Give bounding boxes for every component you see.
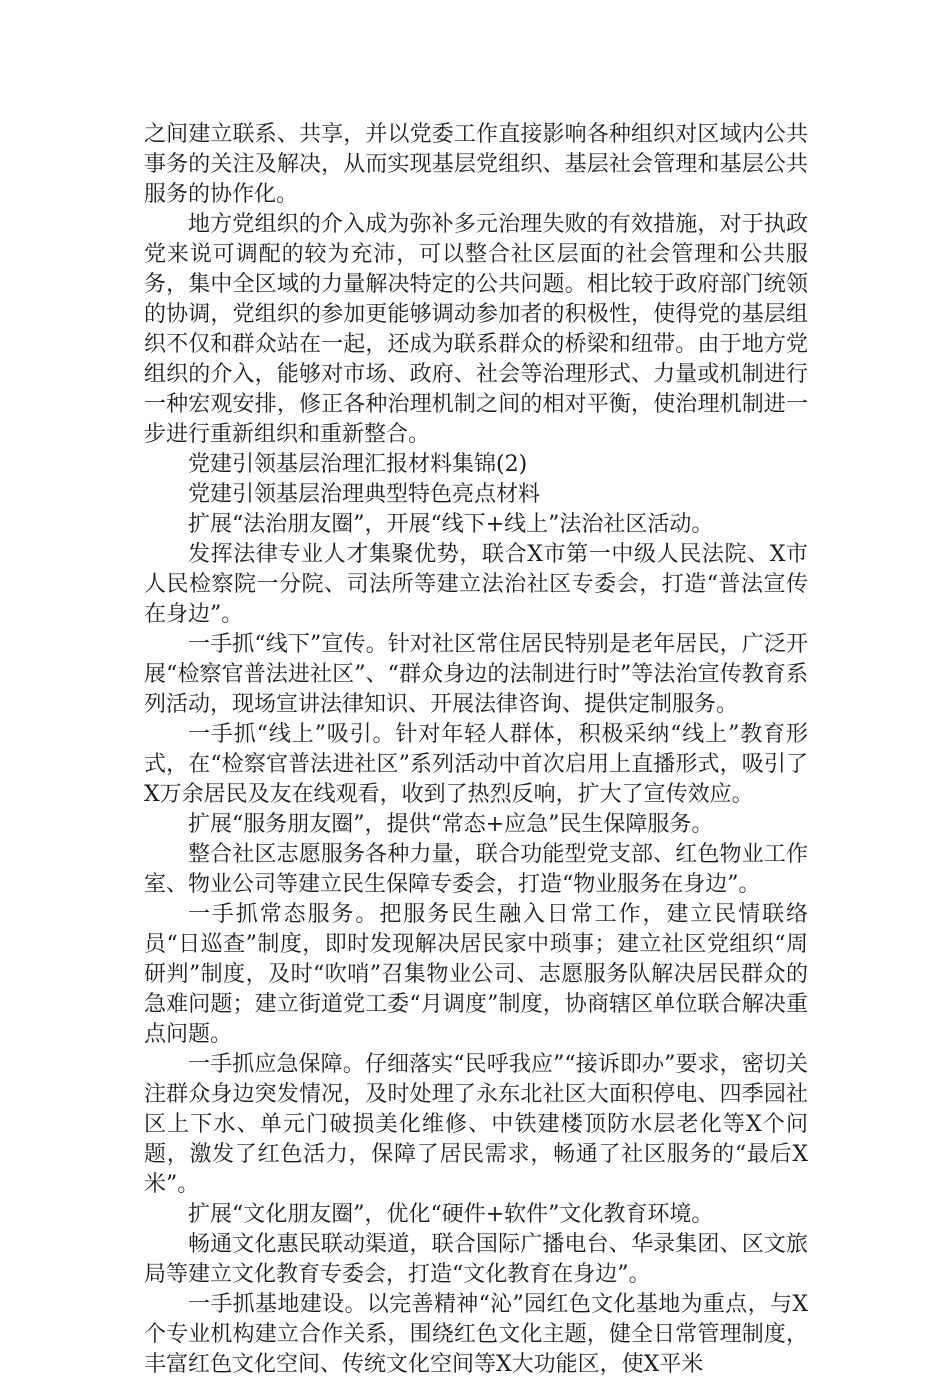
- paragraph-emergency-support: 一手抓应急保障。仔细落实“民呼我应”“接诉即办”要求，密切关注群众身边突发情况，及时处理了永东北社区大面积停电、四季园社区上下水、单元门破损美化维修、中铁建楼顶防水层老化等X个问题，激发了红色活力，保障了居民需求，畅通了社区服务的“最后X米”。: [144, 1052, 808, 1197]
- heading-culture-circle: 扩展“文化朋友圈”，优化“硬件+软件”文化教育环境。: [188, 1202, 714, 1227]
- section-title-collection: 党建引领基层治理汇报材料集锦(2): [188, 452, 528, 477]
- paragraph-routine-service: 一手抓常态服务。把服务民生融入日常工作，建立民情联络员“日巡查”制度，即时发现解决居民家中琐事；建立社区党组织“周研判”制度，及时“吹哨”召集物业公司、志愿服务队解决居民群众的急难问题；建立街道党工委“月调度”制度，协商辖区单位联合解决重点问题。: [144, 902, 808, 1047]
- document-body: [144, 120, 808, 1380]
- paragraph-culture-committee: 畅通文化惠民联动渠道，联合国际广播电台、华录集团、区文旅局等建立文化教育专委会，打造“文化教育在身边”。: [144, 1232, 808, 1287]
- heading-legal-circle: 扩展“法治朋友圈”，开展“线下+线上”法治社区活动。: [188, 512, 714, 537]
- heading-service-circle: 扩展“服务朋友圈”，提供“常态+应急”民生保障服务。: [188, 812, 714, 837]
- paragraph-base-construction: 一手抓基地建设。以完善精神“沁”园红色文化基地为重点，与X个专业机构建立合作关系，围绕红色文化主题，健全日常管理制度，丰富红色文化空间、传统文化空间等X大功能区，使X平米: [144, 1292, 808, 1377]
- paragraph-party-intervention: 地方党组织的介入成为弥补多元治理失败的有效措施，对于执政党来说可调配的较为充沛，可以整合社区层面的社会管理和公共服务，集中全区域的力量解决特定的公共问题。相比较于政府部门统领的协调，党组织的参加更能够调动参加者的积极性，使得党的基层组织不仅和群众站在一起，还成为联系群众的桥梁和纽带。由于地方党组织的介入，能够对市场、政府、社会等治理形式、力量或机制进行一种宏观安排，修正各种治理机制之间的相对平衡，使治理机制进一步进行重新组织和重新整合。: [144, 212, 808, 447]
- paragraph-online-attraction: 一手抓“线上”吸引。针对年轻人群体，积极采纳“线上”教育形式，在“检察官普法进社区”系列活动中首次启用上直播形式，吸引了X万余居民及友在线观看，收到了热烈反响，扩大了宣传效应。: [144, 722, 808, 807]
- section-subtitle-highlights: 党建引领基层治理典型特色亮点材料: [188, 482, 541, 507]
- paragraph-offline-promotion: 一手抓“线下”宣传。针对社区常住居民特别是老年居民，广泛开展“检察官普法进社区”、“群众身边的法制进行时”等法治宣传教育系列活动，现场宣讲法律知识、开展法律咨询、提供定制服务。: [144, 632, 808, 717]
- paragraph-continuation: 之间建立联系、共享，并以党委工作直接影响各种组织对区域内公共事务的关注及解决，从而实现基层党组织、基层社会管理和基层公共服务的协作化。: [144, 122, 808, 207]
- paragraph-legal-committee: 发挥法律专业人才集聚优势，联合X市第一中级人民法院、X市人民检察院一分院、司法所等建立法治社区专委会，打造“普法宣传在身边”。: [144, 542, 808, 627]
- paragraph-livelihood-committee: 整合社区志愿服务各种力量，联合功能型党支部、红色物业工作室、物业公司等建立民生保障专委会，打造“物业服务在身边”。: [144, 842, 808, 897]
